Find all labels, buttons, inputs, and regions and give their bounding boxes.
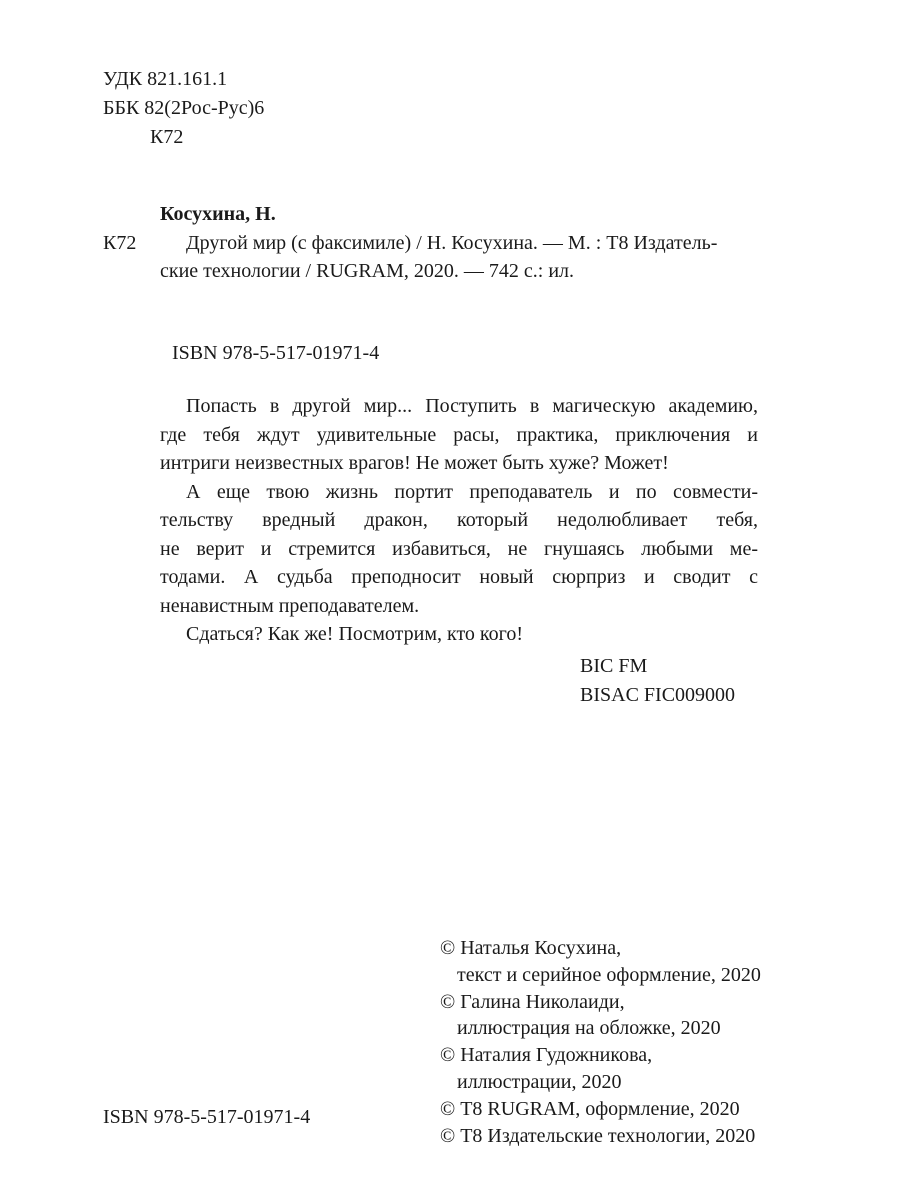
annotation-line: тельству вредный дракон, который недолюбливает тебя, [160,509,758,531]
copyright-line: иллюстрация на обложке, 2020 [457,1017,721,1040]
author-sign: К72 [150,126,184,148]
copyright-line: © Галина Николаиди, [440,990,625,1013]
bibliographic-description-line-1: Другой мир (с факсимиле) / Н. Косухина. — М. : Т8 Издатель- [186,232,718,254]
udk-code: УДК 821.161.1 [103,68,228,90]
copyright-line: © Т8 Издательские технологии, 2020 [440,1124,756,1147]
copyright-line: иллюстрации, 2020 [457,1070,622,1093]
bbk-code: ББК 82(2Рос-Рус)6 [103,97,265,119]
annotation-line: интриги неизвестных врагов! Не может быть хуже? Может! [160,452,669,474]
annotation-line: А еще твою жизнь портит преподаватель и по совмести- [186,480,758,503]
copyright-line: © Т8 RUGRAM, оформление, 2020 [440,1097,740,1120]
copyright-line: © Наталья Косухина, [440,937,622,959]
bisac-code: BISAC FIC009000 [580,684,736,706]
annotation-line: ненавистным преподавателем. [160,594,420,617]
copyright-line: текст и серийное оформление, 2020 [457,963,761,986]
annotation [160,392,758,649]
bibliographic-description-line-2: ские технологии / RUGRAM, 2020. — 742 с.: ил. [160,260,575,282]
annotation-line: где тебя ждут удивительные расы, практика, приключения и [160,423,758,446]
isbn-main: ISBN 978-5-517-01971-4 [172,342,380,364]
isbn-bottom: ISBN 978-5-517-01971-4 [103,1106,311,1128]
bic-code: BIC FM [580,655,648,677]
author-sign-margin: К72 [103,232,137,254]
copyright-line: © Наталия Гудожникова, [440,1044,653,1067]
annotation-line: не верит и стремится избавиться, не гнушаясь любыми ме- [160,537,758,560]
annotation-line: тодами. А судьба преподносит новый сюрприз и сводит с [160,566,758,588]
annotation-line: Попасть в другой мир... Поступить в магическую академию, [186,395,758,417]
annotation-line: Сдаться? Как же! Посмотрим, кто кого! [186,623,524,645]
copyright-block [440,935,761,1149]
author-heading: Косухина, Н. [160,203,276,225]
